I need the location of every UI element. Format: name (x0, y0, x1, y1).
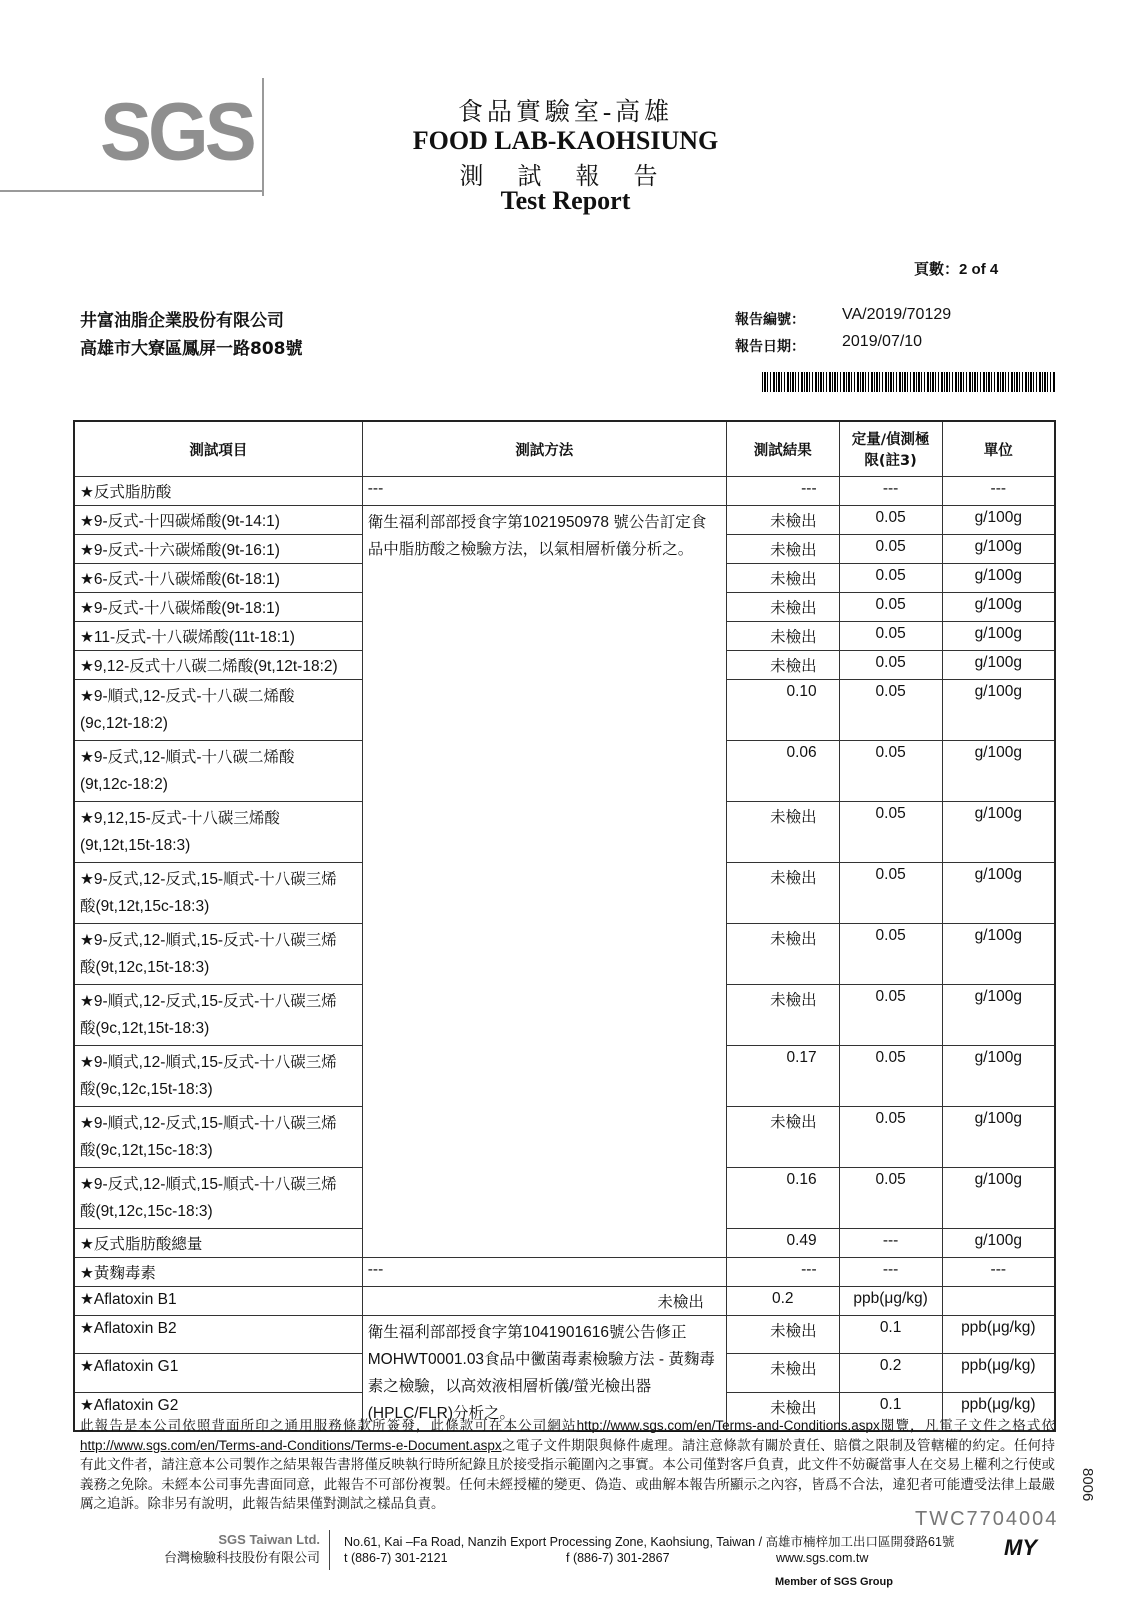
detection-limit: --- (839, 1229, 942, 1258)
report-date-label: 報告日期： (735, 339, 805, 355)
test-result: 未檢出 (726, 593, 839, 622)
header-unit: 單位 (942, 421, 1055, 477)
detection-limit: 0.05 (839, 680, 942, 741)
page-number: 頁數：2 of 4 (914, 260, 999, 278)
test-item: ★9-反式,12-順式,15-反式-十八碳三烯 酸(9t,12c,15t-18:3) (74, 924, 362, 985)
unit: g/100g (942, 622, 1055, 651)
test-item: ★9-順式,12-順式,15-反式-十八碳三烯 酸(9c,12c,15t-18:3) (74, 1046, 362, 1107)
test-item: ★9-順式,12-反式-十八碳二烯酸 (9c,12t-18:2) (74, 680, 362, 741)
unit: g/100g (942, 802, 1055, 863)
company-block (130, 1532, 320, 1566)
sgs-logo: SGS (100, 84, 253, 178)
unit: --- (942, 1258, 1055, 1287)
detection-limit: 0.05 (839, 985, 942, 1046)
detection-limit: 0.05 (839, 506, 942, 535)
terms-link[interactable]: http://www.sgs.com/en/Terms-and-Conditions.aspx (576, 1418, 880, 1433)
test-item: ★9-反式-十四碳烯酸(9t-14:1) (74, 506, 362, 535)
disclaimer: 此報告是本公司依照背面所印之通用服務條款所簽發，此條款可在本公司網站http://www.sgs.com/en/Terms-and-Conditions.aspx閱覽，凡電子文件之格式依http://www.sgs.com/en/Terms-and-Conditions/Terms-e-Document.aspx之電子文件期限與條件處理。請注意條款有關於責任、賠償之限制及管轄權的約定。任何持有此文件者，請注意本公司製作之結果報告書將僅反映執行時所紀錄且於接受指示範圍內之事實。本公司僅對客戶負責，此文件不妨礙當事人在交易上權利之行使或義務之免除。未經本公司事先書面同意，此報告不可部份複製。任何未經授權的變更、偽造、或曲解本報告所顯示之內容，皆爲不合法，違犯者可能遭受法律上最嚴厲之追訴。除非另有說明，此報告結果僅對測試之樣品負責。 (80, 1418, 1056, 1511)
table-row (74, 506, 1055, 535)
company-address: No.61, Kai –Fa Road, Nanzih Export Processing Zone, Kaohsiung, Taiwan / 高雄市楠梓加工出口區開發路61號 (344, 1535, 955, 1549)
test-result: 未檢出 (726, 564, 839, 593)
results-table (73, 420, 1056, 1432)
detection-limit: --- (839, 1258, 942, 1287)
header-test-method: 測試方法 (362, 421, 726, 477)
test-result: 未檢出 (726, 1354, 839, 1392)
company-en: SGS Taiwan Ltd. (218, 1532, 320, 1547)
company-tel: t (886-7) 301-2121 (344, 1551, 448, 1565)
test-result: 0.10 (726, 680, 839, 741)
detection-limit: 0.05 (839, 593, 942, 622)
test-result: 0.16 (726, 1168, 839, 1229)
table-header-row (74, 421, 1055, 477)
header-test-item: 測試項目 (74, 421, 362, 477)
detection-limit: 0.1 (839, 1392, 942, 1431)
test-result: --- (726, 477, 839, 506)
test-result: 未檢出 (726, 622, 839, 651)
test-item: ★9-反式,12-順式-十八碳二烯酸 (9t,12c-18:2) (74, 741, 362, 802)
detection-limit: 0.05 (839, 564, 942, 593)
lab-title-en: FOOD LAB-KAOHSIUNG (412, 126, 719, 155)
detection-limit: 0.2 (839, 1354, 942, 1392)
unit: g/100g (942, 924, 1055, 985)
detection-limit: 0.05 (839, 622, 942, 651)
detection-limit: 0.05 (839, 924, 942, 985)
test-item: ★9,12,15-反式-十八碳三烯酸 (9t,12t,15t-18:3) (74, 802, 362, 863)
detection-limit: 0.05 (839, 1046, 942, 1107)
test-result: 未檢出 (726, 1392, 839, 1431)
side-number: 8006 (1079, 1468, 1096, 1502)
table-row (74, 1287, 1055, 1316)
unit: g/100g (942, 593, 1055, 622)
unit: g/100g (942, 985, 1055, 1046)
detection-limit: 0.05 (839, 863, 942, 924)
detection-limit: 0.05 (839, 741, 942, 802)
test-result: 未檢出 (726, 535, 839, 564)
test-result: 未檢出 (362, 1287, 726, 1316)
test-method: --- (362, 477, 726, 506)
initials-signature: MY (1004, 1535, 1037, 1560)
test-item: ★9-反式,12-反式,15-順式-十八碳三烯 酸(9t,12t,15c-18:3) (74, 863, 362, 924)
detection-limit: 0.05 (839, 651, 942, 680)
footer-divider (329, 1530, 330, 1570)
detection-limit: 0.2 (726, 1287, 839, 1316)
test-result: 0.17 (726, 1046, 839, 1107)
test-method: 衛生福利部部授食字第1021950978 號公告訂定食品中脂肪酸之檢驗方法，以氣相層析儀分析之。 (362, 506, 726, 1258)
unit: g/100g (942, 1107, 1055, 1168)
test-item: ★Aflatoxin G2 (74, 1392, 362, 1431)
test-result: 未檢出 (726, 863, 839, 924)
test-result: 未檢出 (726, 985, 839, 1046)
test-method: --- (362, 1258, 726, 1287)
test-item: ★9-反式-十六碳烯酸(9t-16:1) (74, 535, 362, 564)
test-item: ★Aflatoxin G1 (74, 1354, 362, 1392)
e-doc-terms-link[interactable]: http://www.sgs.com/en/Terms-and-Conditions/Terms-e-Document.aspx (80, 1437, 502, 1453)
test-result: 未檢出 (726, 506, 839, 535)
table-body (74, 477, 1055, 1432)
client-name: 井富油脂企業股份有限公司 (80, 311, 284, 331)
table-row (74, 477, 1055, 506)
report-no-label: 報告編號： (735, 312, 805, 328)
company-fax: f (886-7) 301-2867 (566, 1551, 670, 1565)
test-result: 未檢出 (726, 651, 839, 680)
test-item: ★9-反式-十八碳烯酸(9t-18:1) (74, 593, 362, 622)
unit: g/100g (942, 1046, 1055, 1107)
unit: g/100g (942, 651, 1055, 680)
test-item: ★9-順式,12-反式,15-順式-十八碳三烯 酸(9c,12t,15c-18:3) (74, 1107, 362, 1168)
detection-limit: 0.05 (839, 535, 942, 564)
table-row (74, 1258, 1055, 1287)
member-of-sgs: Member of SGS Group (775, 1576, 893, 1588)
test-result: 未檢出 (726, 924, 839, 985)
unit: --- (942, 477, 1055, 506)
test-result: 未檢出 (726, 1316, 839, 1354)
detection-limit: 0.05 (839, 1107, 942, 1168)
test-item: ★黃麴毒素 (74, 1258, 362, 1287)
unit: g/100g (942, 1229, 1055, 1258)
unit: g/100g (942, 1168, 1055, 1229)
document-serial: TWC7704004 (915, 1508, 1059, 1530)
unit: g/100g (942, 680, 1055, 741)
report-date-value: 2019/07/10 (842, 333, 923, 350)
unit: g/100g (942, 506, 1055, 535)
test-item: ★Aflatoxin B2 (74, 1316, 362, 1354)
unit: ppb(μg/kg) (839, 1287, 942, 1316)
test-item: ★9-順式,12-反式,15-反式-十八碳三烯 酸(9c,12t,15t-18:3) (74, 985, 362, 1046)
detection-limit: --- (839, 477, 942, 506)
test-item: ★反式脂肪酸 (74, 477, 362, 506)
unit: ppb(μg/kg) (942, 1354, 1055, 1392)
barcode (762, 372, 1056, 392)
header-test-result: 測試結果 (726, 421, 839, 477)
detection-limit: 0.1 (839, 1316, 942, 1354)
header-limit: 定量/偵測極限(註3) (839, 421, 942, 477)
table-row (74, 1316, 1055, 1354)
report-title-zh: 測 試 報 告 (459, 164, 672, 190)
report-no-value: VA/2019/70129 (842, 306, 952, 323)
test-item: ★6-反式-十八碳烯酸(6t-18:1) (74, 564, 362, 593)
test-item: ★9,12-反式十八碳二烯酸(9t,12t-18:2) (74, 651, 362, 680)
unit: ppb(μg/kg) (942, 1316, 1055, 1354)
test-method: 衛生福利部部授食字第1041901616號公告修正MOHWT0001.03食品中黴菌毒素檢驗方法 - 黃麴毒素之檢驗，以高效液相層析儀/螢光檢出器(HPLC/FLR)分析之。 (362, 1316, 726, 1432)
unit: g/100g (942, 564, 1055, 593)
test-item: ★9-反式,12-順式,15-順式-十八碳三烯 酸(9t,12c,15c-18:3) (74, 1168, 362, 1229)
lab-title-zh: 食品實驗室-高雄 (457, 99, 674, 126)
unit: ppb(μg/kg) (942, 1392, 1055, 1431)
detection-limit: 0.05 (839, 1168, 942, 1229)
company-website: www.sgs.com.tw (776, 1551, 869, 1565)
test-result: 0.06 (726, 741, 839, 802)
unit: g/100g (942, 863, 1055, 924)
test-item: ★Aflatoxin B1 (74, 1287, 362, 1316)
unit: g/100g (942, 535, 1055, 564)
test-result: --- (726, 1258, 839, 1287)
test-item: ★11-反式-十八碳烯酸(11t-18:1) (74, 622, 362, 651)
detection-limit: 0.05 (839, 802, 942, 863)
unit: g/100g (942, 741, 1055, 802)
test-result: 未檢出 (726, 802, 839, 863)
company-zh: 台灣檢驗科技股份有限公司 (163, 1551, 320, 1566)
test-result: 0.49 (726, 1229, 839, 1258)
test-result: 未檢出 (726, 1107, 839, 1168)
client-address: 高雄市大寮區鳳屏一路808號 (80, 339, 303, 359)
report-title-en: Test Report (500, 186, 631, 215)
test-item: ★反式脂肪酸總量 (74, 1229, 362, 1258)
